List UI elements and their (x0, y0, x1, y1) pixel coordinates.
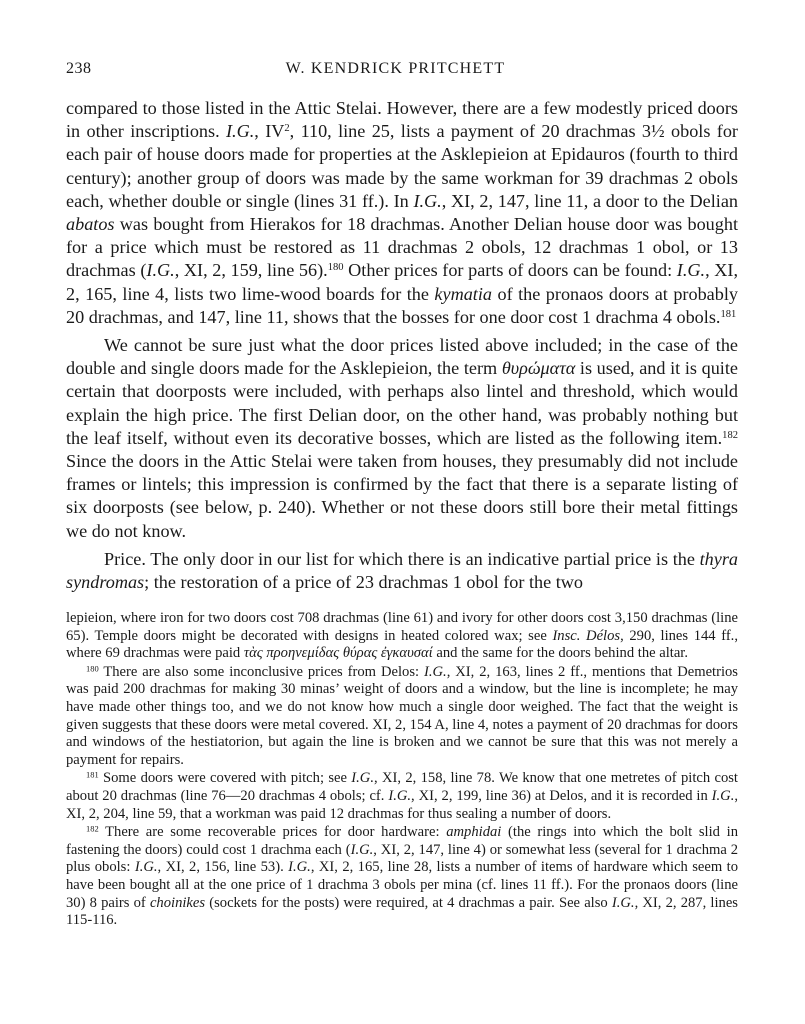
body-paragraph-3: Price. The only door in our list for which there is an indicative partial price is the thyra syndromas; the restoration of a price of 23 drachmas 1 obol for the two (66, 548, 738, 593)
footnote-181: $^{181}$ Some doors were covered with pitch; see I.G., XI, 2, 158, line 78. We know that one metretes of pitch cost about 20 drachmas (line 76—20 drachmas 4 obols; cf. I.G., XI, 2, 199, line 36) at Delos, and it is recorded in I.G., XI, 2, 204, line 59, that a workman was paid 12 drachmas for thus sealing a number of doors. (66, 769, 739, 822)
footnote-182: $^{182}$ There are some recoverable prices for door hardware: amphidai (the rings into which the bolt slid in fastening the doors) could cost 1 drachma each (I.G., XI, 2, 147, line 4) or somewhat less (several for 1 drachma 2 plus obols: I.G., XI, 2, 156, line 53). I.G., XI, 2, 165, line 28, lists a number of items of hardware which seem to have been bought all at the one price of 1 drachma 3 obols per mina (cf. lines 11 ff.). For the pronaos doors (line 30) 8 pairs of choinikes (sockets for the posts) were required, at 4 drachmas a pair. See also I.G., XI, 2, 287, lines 115-116. (66, 823, 739, 929)
footnote-180: $^{180}$ There are also some inconclusive prices from Delos: I.G., XI, 2, 163, lines 2 ff., mentions that Demetrios was paid 200 drachmas for making 30 minas’ weight of doors and a window, but the line is incomplete; he may have made other things too, and we do not know how much a single door weighed. The fact that the weight is given suggests that these doors were metal covered. XI, 2, 154 A, line 4, notes a payment of 20 drachmas for doors and windows of the hestiatorion, but again the line is broken and we cannot be sure that this was not merely a payment for repairs. (66, 663, 738, 768)
running-head: W. KENDRICK PRITCHETT (285, 60, 506, 77)
footnote-continued: lepieion, where iron for two doors cost 708 drachmas (line 61) and ivory for other doors cost 3,150 drachmas (line 65). Temple doors might be decorated with designs in heated colored wax; see Insc. Délos, 290, lines 144 ff., where 69 drachmas were paid τὰς προηνεμίδας θύρας ἐγκαυσαί and the same for the doors behind the altar. (66, 610, 738, 662)
footnote-ref-180[interactable]: 180 (327, 262, 344, 274)
page-number: 238 (66, 60, 92, 77)
footnote-ref-181[interactable]: 181 (720, 309, 737, 321)
body-paragraph-2: We cannot be sure just what the door prices listed above included; in the case of the double and single doors made for the Asklepieion, the term θυρώματα is used, and it is quite certain that doorposts were included, with perhaps also lintel and threshold, which would explain the high price. The first Delian door, on the other hand, was probably nothing but the leaf itself, without even its decorative bosses, which are listed as the following item.$^{182}$ Since the doors in the Attic Stelai were taken from houses, they presumably did not include frames or lintels; this impression is confirmed by the fact that there is a separate listing of six doorposts (see below, p. 240). Whether or not these doors still bore their metal fittings we do not know. (66, 335, 738, 541)
footnotes (66, 610, 738, 930)
body-paragraph-1: compared to those listed in the Attic Stelai. However, there are a few modestly priced doors in other inscriptions. I.G., $IV^2$, 110, line 25, lists a payment of 20 drachmas 3½ obols for each pair of house doors made for properties at the Asklepieion at Epidauros (fourth to third century); another group of doors was made by the same workman for 39 drachmas 2 obols each, whether double or single (lines 31 ff.). In I.G., XI, 2, 147, line 11, a door to the Delian abatos was bought from Hierakos for 18 drachmas. Another Delian house door was bought for a price which must be restored as 11 drachmas 2 obols, 12 drachmas 1 obol, or 13 drachmas (I.G., XI, 2, 159, line 56).$^{180}$ Other prices for parts of doors can be found: I.G., XI, 2, 165, line 4, lists two lime-wood boards for the kymatia of the pronaos doors at probably 20 drachmas, and 147, line 11, shows that the bosses for one door cost 1 drachma 4 obols.$^{181}$ (66, 98, 738, 327)
page-header (66, 60, 725, 84)
footnote-ref-182[interactable]: 182 (722, 430, 738, 442)
main-text (66, 97, 738, 594)
